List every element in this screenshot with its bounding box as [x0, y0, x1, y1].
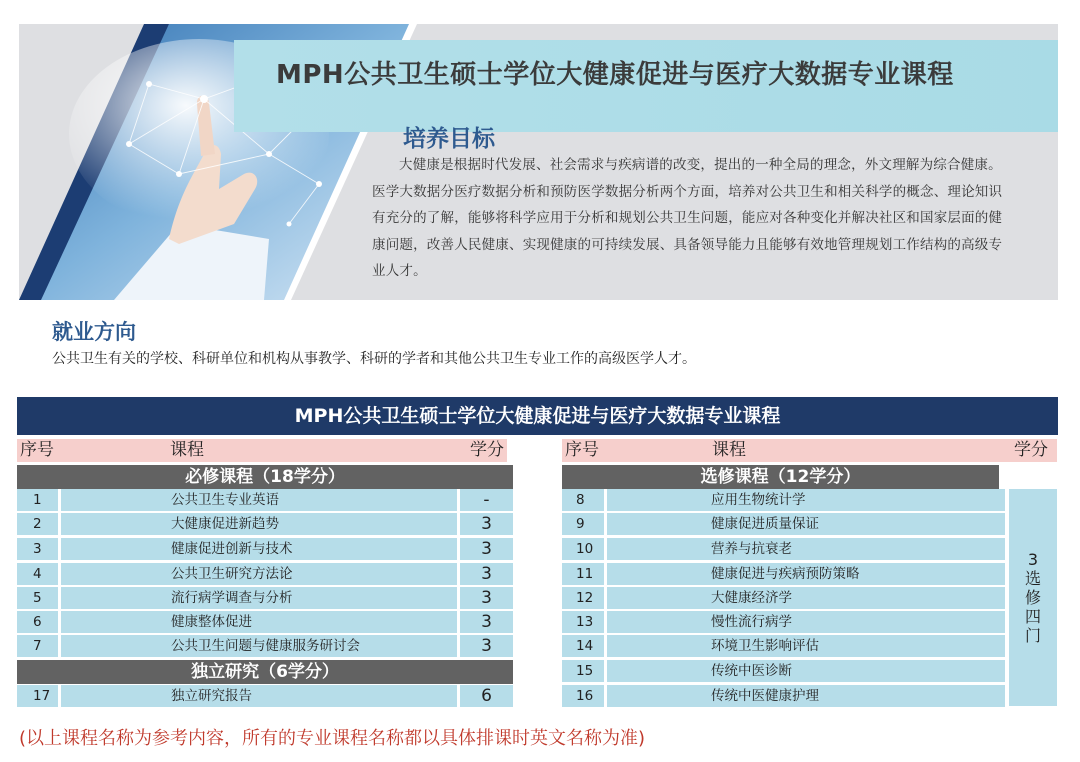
course-credit: 3: [460, 513, 513, 535]
table-row: [562, 513, 1005, 535]
course-credit: 3: [460, 563, 513, 585]
course-credit: 3: [460, 538, 513, 560]
elective-credit-char: 修: [1024, 588, 1041, 607]
course-name: 营养与抗衰老: [607, 538, 1005, 560]
course-number: 6: [17, 611, 58, 633]
table-row: [562, 685, 1005, 707]
course-name: 独立研究报告: [61, 685, 457, 707]
table-row: [17, 563, 513, 585]
course-number: 1: [17, 489, 58, 511]
elective-credit-char: 3: [1027, 550, 1039, 569]
table-row: [17, 685, 513, 707]
course-name: 传统中医诊断: [607, 660, 1005, 682]
course-number: 5: [17, 587, 58, 609]
left-col-num-header: 序号: [20, 440, 54, 460]
training-goal-heading: 培养目标: [403, 126, 495, 152]
course-credit: 3: [460, 611, 513, 633]
course-number: 14: [562, 635, 604, 657]
left-col-credit-header: 学分: [470, 440, 504, 460]
elective-courses-label: 选修课程（12学分）: [562, 465, 999, 489]
required-courses-label: 必修课程（18学分）: [17, 465, 513, 489]
course-number: 12: [562, 587, 604, 609]
employment-heading: 就业方向: [52, 320, 136, 344]
table-row: [562, 635, 1005, 657]
table-row: [17, 635, 513, 657]
course-name: 健康促进创新与技术: [61, 538, 457, 560]
course-number: 16: [562, 685, 604, 707]
course-credit: 6: [460, 685, 513, 707]
course-name: 公共卫生研究方法论: [61, 563, 457, 585]
course-number: 4: [17, 563, 58, 585]
table-row: [562, 587, 1005, 609]
left-column-header: [17, 439, 507, 462]
course-number: 8: [562, 489, 604, 511]
course-credit: -: [460, 489, 513, 511]
course-credit: 3: [460, 635, 513, 657]
elective-credit-char: 门: [1024, 626, 1041, 645]
table-row: [17, 587, 513, 609]
table-row: [17, 489, 513, 511]
course-credit: 3: [460, 587, 513, 609]
course-name: 公共卫生专业英语: [61, 489, 457, 511]
elective-credit-cell: [1009, 489, 1057, 706]
course-name: 健康促进与疾病预防策略: [607, 563, 1005, 585]
course-name: 大健康促进新趋势: [61, 513, 457, 535]
course-name: 应用生物统计学: [607, 489, 1005, 511]
course-name: 环境卫生影响评估: [607, 635, 1005, 657]
left-col-course-header: 课程: [170, 440, 204, 460]
course-number: 13: [562, 611, 604, 633]
course-number: 3: [17, 538, 58, 560]
right-col-course-header: 课程: [712, 440, 746, 460]
course-name: 传统中医健康护理: [607, 685, 1005, 707]
table-row: [562, 660, 1005, 682]
table-row: [562, 538, 1005, 560]
table-row: [562, 611, 1005, 633]
banner: [19, 24, 1058, 300]
course-number: 17: [17, 685, 58, 707]
course-name: 慢性流行病学: [607, 611, 1005, 633]
course-number: 15: [562, 660, 604, 682]
table-row: [17, 513, 513, 535]
table-row: [17, 611, 513, 633]
course-number: 9: [562, 513, 604, 535]
course-number: 2: [17, 513, 58, 535]
course-name: 公共卫生问题与健康服务研讨会: [61, 635, 457, 657]
course-number: 11: [562, 563, 604, 585]
course-name: 健康促进质量保证: [607, 513, 1005, 535]
table-row: [562, 563, 1005, 585]
training-goal-text: 大健康是根据时代发展、社会需求与疾病谱的改变，提出的一种全局的理念，外文理解为综合健康。医学大数据分医疗数据分析和预防医学数据分析两个方面，培养对公共卫生和相关科学的概念、理论知识有充分的了解，能够将科学应用于分析和规划公共卫生问题，能应对各种变化并解决社区和国家层面的健康问题，改善人民健康、实现健康的可持续发展、具备领导能力且能够有效地管理规划工作结构的高级专业人才。: [372, 157, 1003, 279]
employment-text: 公共卫生有关的学校、科研单位和机构从事教学、科研的学者和其他公共卫生专业工作的高级医学人才。: [52, 351, 696, 367]
right-column-header: [562, 439, 1057, 462]
table-row: [562, 489, 1005, 511]
banner-title: MPH公共卫生硕士学位大健康促进与医疗大数据专业课程: [276, 60, 954, 90]
elective-credit-char: 四: [1024, 607, 1041, 626]
footnote: (以上课程名称为参考内容，所有的专业课程名称都以具体排课时英文名称为准): [19, 728, 646, 749]
elective-credit-char: 选: [1024, 569, 1041, 588]
independent-research-label: 独立研究（6学分）: [17, 660, 513, 684]
right-col-num-header: 序号: [565, 440, 599, 460]
course-name: 流行病学调查与分析: [61, 587, 457, 609]
course-number: 10: [562, 538, 604, 560]
course-name: 大健康经济学: [607, 587, 1005, 609]
course-table-title: MPH公共卫生硕士学位大健康促进与医疗大数据专业课程: [17, 397, 1058, 435]
right-col-credit-header: 学分: [1014, 440, 1048, 460]
course-number: 7: [17, 635, 58, 657]
table-row: [17, 538, 513, 560]
course-name: 健康整体促进: [61, 611, 457, 633]
